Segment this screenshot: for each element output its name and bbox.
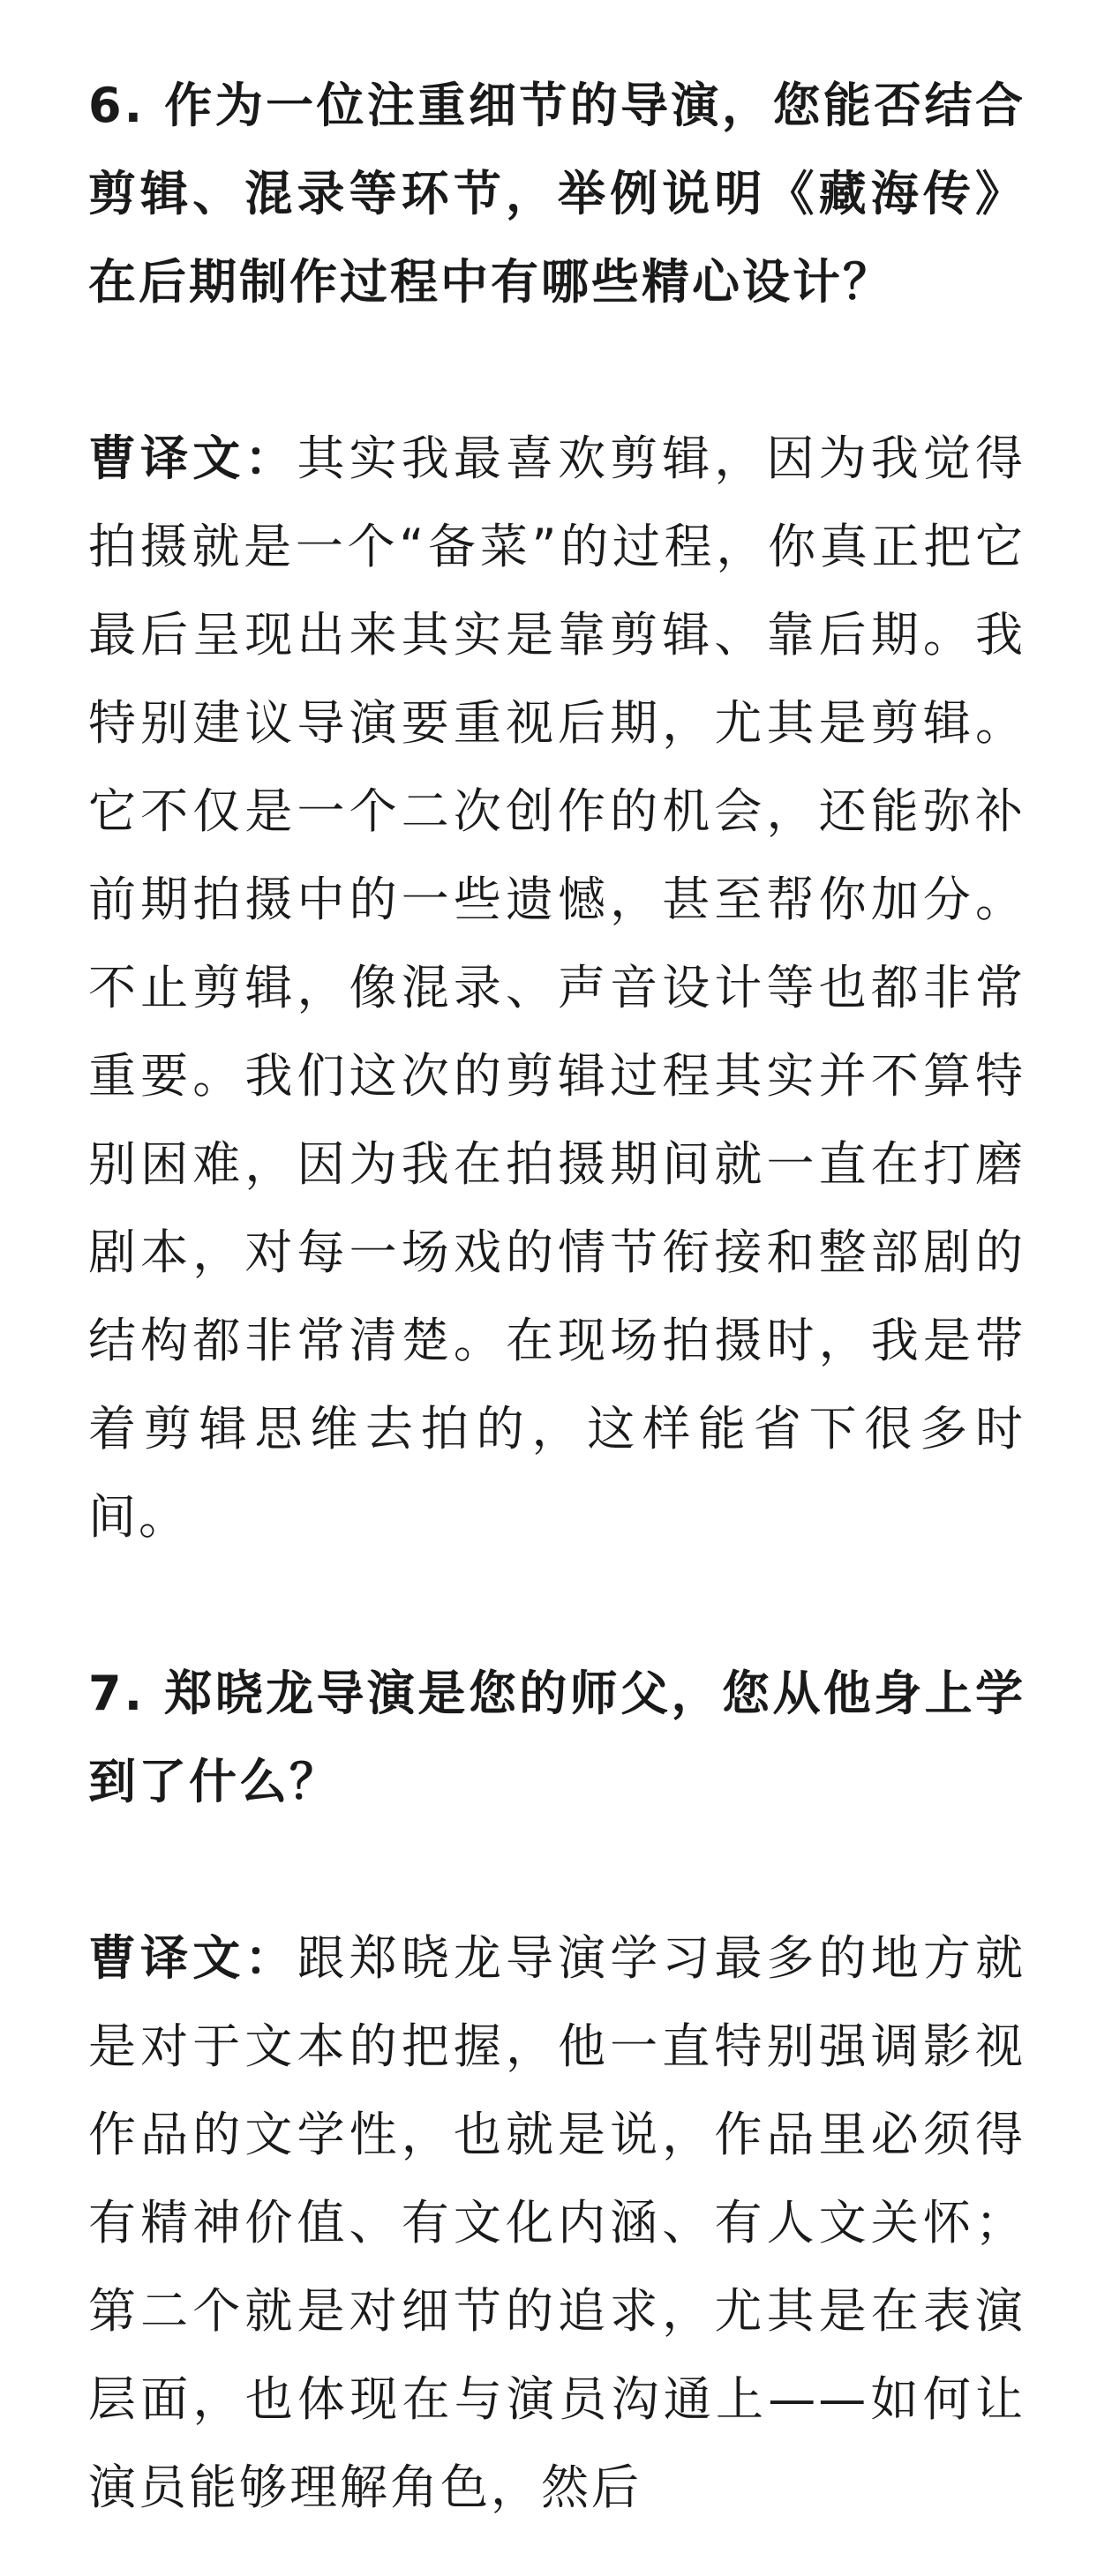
question-6: 6. 作为一位注重细节的导演，您能否结合剪辑、混录等环节，举例说明《藏海传》在后期制作过程中有哪些精心设计？ [88,78,1026,310]
answer-6-text: 其实我最喜欢剪辑，因为我觉得拍摄就是一个“备菜”的过程，你真正把它最后呈现出来其实是靠剪辑、靠后期。我特别建议导演要重视后期，尤其是剪辑。它不仅是一个二次创作的机会，还能弥补前期拍摄中的一些遗憾，甚至帮你加分。不止剪辑，像混录、声音设计等也都非常重要。我们这次的剪辑过程其实并不算特别困难，因为我在拍摄期间就一直在打磨剧本，对每一场戏的情节衔接和整部剧的结构都非常清楚。在现场拍摄时，我是带着剪辑思维去拍的，这样能省下很多时间。 [88,431,1026,1545]
answer-7 [88,1914,1026,2532]
question-7: 7. 郑晓龙导演是您的师父，您从他身上学到了什么？ [88,1666,1026,1809]
answer-7-text: 跟郑晓龙导演学习最多的地方就是对于文本的把握，他一直特别强调影视作品的文学性，也就是说，作品里必须得有精神价值、有文化内涵、有人文关怀；第二个就是对细节的追求，尤其是在表演层面，也体现在与演员沟通上——如何让演员能够理解角色，然后 [88,1930,1026,2515]
paragraph-gap [88,326,1026,415]
paragraph-gap [88,1561,1026,1650]
speaker-label: 曹译文： [88,1930,297,1986]
answer-6 [88,415,1026,1561]
article-body [88,62,1026,2532]
speaker-label: 曹译文： [88,431,297,486]
paragraph-gap [88,1826,1026,1914]
